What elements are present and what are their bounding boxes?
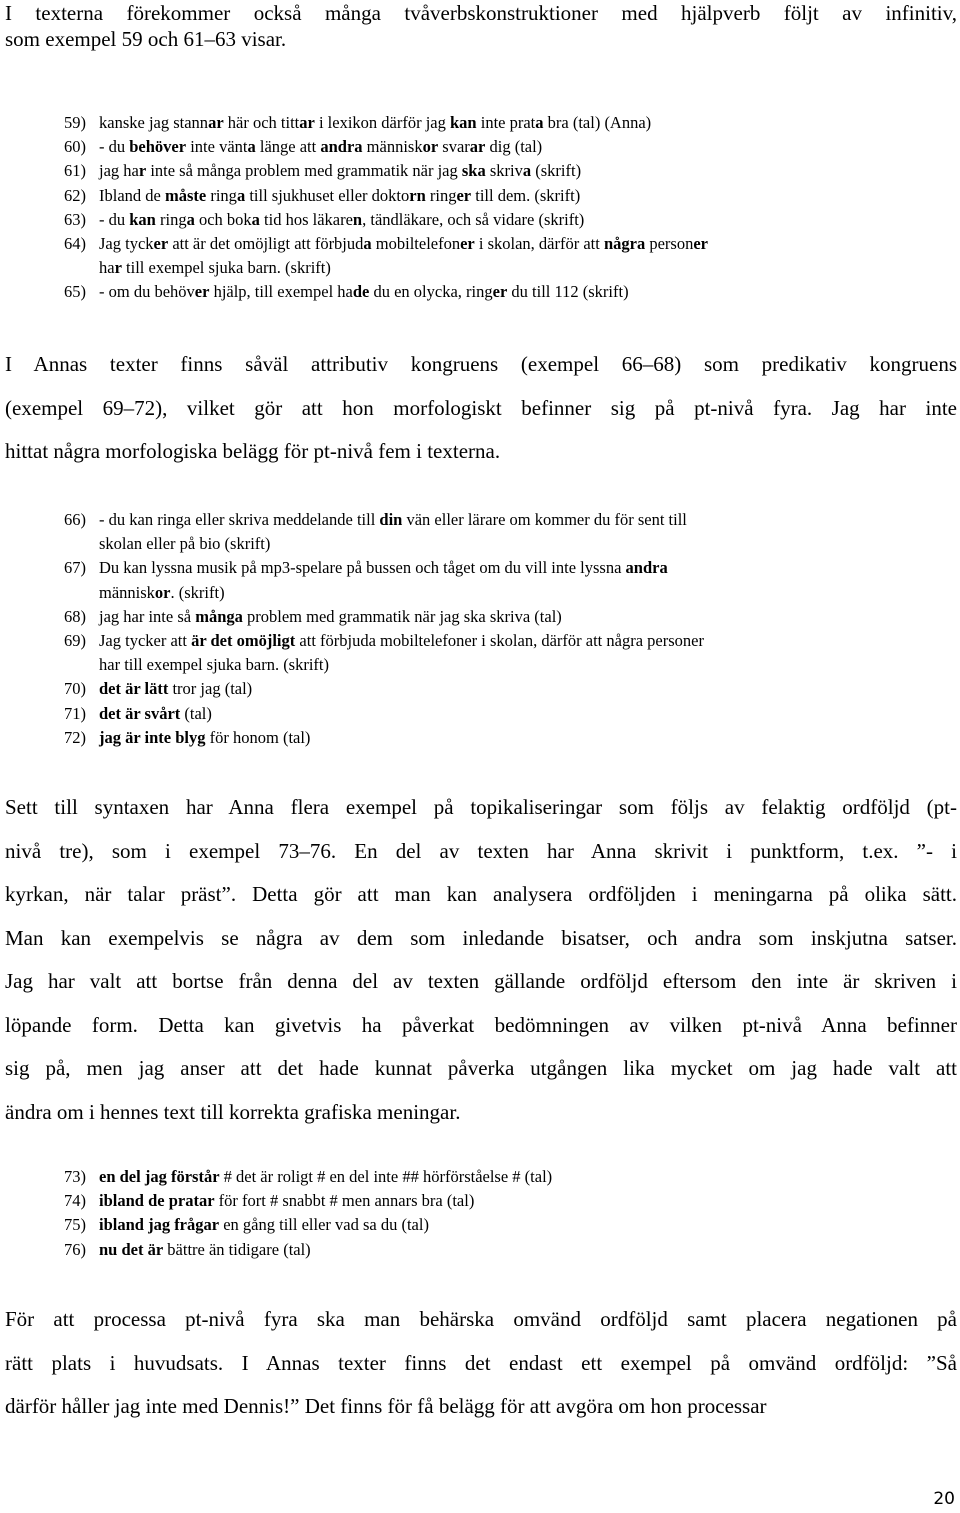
bold-segment: din: [379, 510, 403, 529]
example-text: [99, 607, 562, 626]
bold-segment: kan: [129, 209, 156, 229]
text-segment: bättre än tidigare (tal): [163, 1239, 311, 1259]
example-item: [64, 280, 944, 304]
text-segment: tid hos läkare: [259, 209, 353, 229]
text-segment: kanske jag stann: [99, 113, 209, 132]
text-segment: dig (tal): [485, 137, 543, 157]
example-text: [99, 679, 252, 698]
example-number: 76): [64, 1239, 86, 1259]
bold-segment: många: [195, 606, 243, 626]
paragraph-line: I texterna förekommer också många tvåverbskonstruktioner med hjälpverb följt av infinitiv,: [5, 1, 957, 25]
paragraph-line: löpande form. Detta kan givetvis ha påverkat bedömningen av vilken pt-nivå Anna befinner: [5, 1012, 957, 1037]
paragraph-line: ändra om i hennes text till korrekta grafiska meningar.: [5, 1099, 461, 1124]
example-item: [64, 1165, 944, 1189]
bold-segment: jag är inte blyg: [99, 727, 206, 747]
bold-segment: r: [114, 258, 122, 278]
example-text: [99, 1215, 429, 1234]
paragraph-line: Man kan exempelvis se några av dem som inledande bisatser, och andra som inskjutna satser.: [5, 925, 957, 950]
bold-segment: er: [194, 282, 210, 302]
example-continuation: [99, 581, 944, 605]
text-segment: för honom (tal): [205, 727, 311, 747]
text-segment: du till 112 (skrift): [507, 282, 629, 302]
paragraph-line: nivå tre), som i exempel 73–76. En del av texten har Anna skrivit i punktform, t.ex. ”- i: [5, 838, 957, 863]
example-item: [64, 556, 944, 604]
example-number: 75): [64, 1215, 86, 1235]
bold-segment: det är lätt: [99, 679, 169, 699]
text-segment: till exempel sjuka barn. (skrift): [121, 258, 331, 278]
bold-segment: måste: [164, 185, 207, 205]
text-segment: - du: [99, 209, 130, 229]
bold-segment: en del jag förstår: [99, 1167, 220, 1186]
text-segment: Jag tycker att: [99, 631, 192, 651]
paragraph-line: sig på, men jag anser att det hade kunnat påverka utgången lika mycket om jag hade valt att: [5, 1056, 957, 1080]
text-segment: till sjukhuset eller dokto: [245, 185, 410, 205]
example-number: 72): [64, 727, 86, 747]
example-text: [99, 161, 581, 180]
example-text: [99, 510, 687, 529]
example-text: [99, 1240, 311, 1259]
paragraph-line: (exempel 69–72), vilket gör att hon morfologiskt befinner sig på pt-nivå fyra. Jag har inte: [5, 395, 957, 420]
text-segment: jag har inte så: [99, 606, 196, 626]
example-item: [64, 508, 944, 556]
example-text: [99, 1191, 474, 1210]
text-segment: jag ha: [99, 161, 139, 181]
text-segment: länge att: [255, 137, 321, 157]
example-number: 66): [64, 510, 86, 529]
paragraph-line: hittat några morfologiska belägg för pt-nivå fem i texterna.: [5, 439, 501, 463]
bold-segment: ar: [208, 113, 224, 132]
text-segment: tror jag (tal): [168, 679, 253, 699]
example-item: [64, 232, 944, 280]
text-segment: hjälp, till exempel ha: [209, 282, 353, 302]
example-number: 70): [64, 679, 86, 699]
text-segment: här och titt: [223, 113, 300, 132]
example-number: 68): [64, 606, 86, 626]
example-item: [64, 605, 944, 629]
bold-segment: rn: [409, 185, 426, 205]
paragraph-line: Sett till syntaxen har Anna flera exempel på topikaliseringar som följs av felaktig ordföljd (pt-: [5, 795, 957, 819]
text-segment: ring: [425, 185, 457, 205]
example-item: [64, 702, 944, 726]
example-list-73-76: [64, 1165, 944, 1262]
text-segment: i skolan, därför att: [474, 234, 604, 254]
bold-segment: andra: [625, 558, 668, 578]
bold-segment: a: [363, 234, 372, 254]
text-segment: Ibland de: [99, 185, 165, 205]
bold-segment: a: [535, 113, 544, 132]
text-segment: en gång till eller vad sa du (tal): [219, 1215, 429, 1235]
bold-segment: a: [186, 209, 195, 229]
text-segment: du en olycka, ring: [369, 282, 493, 302]
text-segment: människ: [99, 582, 155, 602]
text-segment: skriv: [485, 161, 523, 181]
example-text: [99, 1167, 552, 1186]
example-list-59-65: [64, 111, 944, 305]
example-item: [64, 135, 944, 159]
example-number: 62): [64, 185, 86, 205]
example-item: [64, 111, 944, 135]
text-segment: till dem. (skrift): [471, 185, 581, 205]
bold-segment: det är svårt: [99, 703, 181, 723]
text-segment: , tändläkare, och så vidare (skrift): [362, 209, 585, 229]
bold-segment: andra: [320, 137, 363, 157]
bold-segment: ibland jag frågar: [99, 1215, 220, 1235]
text-segment: skolan eller på bio (skrift): [99, 534, 271, 554]
bold-segment: er: [693, 234, 709, 254]
paragraph-line: I Annas texter finns såväl attributiv kongruens (exempel 66–68) som predikativ kongruens: [5, 352, 957, 376]
text-segment: och bok: [194, 209, 252, 229]
example-number: 74): [64, 1191, 86, 1211]
bold-segment: er: [153, 234, 169, 254]
bold-segment: ska: [461, 161, 486, 181]
text-segment: inte så många problem med grammatik när jag: [146, 161, 462, 181]
bold-segment: a: [251, 209, 260, 229]
paragraph-line: som exempel 59 och 61–63 visar.: [5, 27, 287, 51]
example-number: 73): [64, 1167, 86, 1186]
example-number: 65): [64, 282, 86, 302]
intro-paragraph: [5, 0, 957, 52]
example-text: [99, 728, 310, 747]
bold-segment: er: [456, 185, 472, 205]
example-item: [64, 1213, 944, 1237]
text-segment: för fort # snabbt # men annars bra (tal): [214, 1191, 475, 1211]
bold-segment: ar: [299, 113, 315, 132]
text-segment: (skrift): [531, 161, 582, 181]
text-segment: i lexikon därför jag: [314, 113, 450, 132]
bold-segment: a: [247, 137, 256, 157]
text-segment: Jag tyck: [99, 234, 154, 254]
example-item: [64, 184, 944, 208]
paragraph-line: rätt plats i huvudsats. I Annas texter finns det endast ett exempel på omvänd ordföljd: ”Så: [5, 1350, 957, 1375]
bold-segment: er: [460, 234, 475, 254]
bold-segment: or: [154, 582, 171, 602]
bold-segment: r: [138, 161, 147, 181]
text-segment: människ: [362, 137, 423, 157]
text-segment: ring: [155, 209, 187, 229]
bold-segment: a: [236, 185, 246, 205]
page-number: 20: [933, 1489, 955, 1509]
negation-paragraph: [5, 1298, 957, 1429]
example-number: 64): [64, 234, 86, 254]
example-text: [99, 282, 629, 301]
example-list-66-72: [64, 508, 944, 750]
text-segment: att är det omöjligt att förbjud: [168, 234, 364, 254]
bold-segment: är det omöjligt: [191, 631, 296, 651]
bold-segment: n: [352, 209, 363, 229]
example-number: 59): [64, 113, 86, 132]
paragraph-line: För att processa pt-nivå fyra ska man behärska omvänd ordföljd samt placera negationen på: [5, 1307, 957, 1331]
bold-segment: a: [522, 161, 532, 181]
text-segment: # det är roligt # en del inte ## hörförståelse # (tal): [219, 1167, 553, 1186]
example-item: [64, 726, 944, 750]
text-segment: inte vänt: [186, 137, 248, 157]
bold-segment: or: [422, 137, 439, 157]
text-segment: inte prat: [476, 113, 536, 132]
text-segment: bra (tal) (Anna): [543, 113, 652, 132]
example-text: [99, 631, 704, 650]
bold-segment: ar: [469, 137, 486, 157]
example-item: [64, 629, 944, 677]
example-text: [99, 558, 668, 577]
paragraph-line: kyrkan, när talar präst”. Detta gör att man kan analysera ordföljden i meningarna på olika sätt.: [5, 882, 957, 906]
congruence-paragraph: [5, 343, 957, 474]
example-number: 61): [64, 161, 86, 181]
example-item: [64, 677, 944, 701]
bold-segment: de: [352, 282, 370, 302]
paragraph-line: därför håller jag inte med Dennis!” Det finns för få belägg för att avgöra om hon processar: [5, 1394, 767, 1418]
text-segment: svar: [438, 137, 470, 157]
bold-segment: behöver: [129, 137, 187, 157]
text-segment: - du: [99, 137, 130, 157]
example-number: 60): [64, 137, 86, 157]
text-segment: Du kan lyssna musik på mp3-spelare på bussen och tåget om du vill inte lyssna: [99, 558, 626, 578]
text-segment: - om du behöv: [99, 282, 195, 302]
text-segment: ha: [99, 258, 115, 278]
text-segment: vän eller lärare om kommer du för sent till: [402, 510, 687, 529]
paragraph-line: Jag har valt att bortse från denna del av texten gällande ordföljd eftersom den inte är skriven i: [5, 969, 957, 993]
syntax-paragraph: [5, 786, 957, 1134]
bold-segment: er: [492, 282, 508, 302]
example-number: 63): [64, 209, 86, 229]
text-segment: ring: [206, 185, 237, 205]
text-segment: att förbjuda mobiltelefoner i skolan, därför att några personer: [295, 631, 704, 651]
example-text: [99, 137, 542, 156]
example-text: [99, 704, 212, 723]
example-text: [99, 234, 708, 253]
text-segment: person: [645, 234, 694, 254]
bold-segment: kan: [450, 113, 477, 132]
example-number: 71): [64, 703, 86, 723]
text-segment: (tal): [180, 703, 212, 723]
text-segment: problem med grammatik när jag ska skriva (tal): [242, 606, 562, 626]
bold-segment: ibland de pratar: [99, 1191, 215, 1211]
bold-segment: några: [603, 234, 646, 254]
example-text: [99, 186, 580, 205]
text-segment: har till exempel sjuka barn. (skrift): [99, 655, 330, 675]
example-continuation: [99, 653, 944, 677]
example-item: [64, 1189, 944, 1213]
text-segment: mobiltelefon: [371, 234, 461, 254]
example-continuation: [99, 532, 944, 556]
text-segment: . (skrift): [170, 582, 225, 602]
example-item: [64, 159, 944, 183]
text-segment: - du kan ringa eller skriva meddelande till: [99, 510, 380, 529]
bold-segment: nu det är: [99, 1239, 164, 1259]
example-text: [99, 113, 651, 132]
example-number: 69): [64, 631, 86, 651]
example-item: [64, 208, 944, 232]
example-continuation: [99, 256, 944, 280]
example-number: 67): [64, 558, 86, 578]
example-text: [99, 210, 584, 229]
example-item: [64, 1238, 944, 1262]
